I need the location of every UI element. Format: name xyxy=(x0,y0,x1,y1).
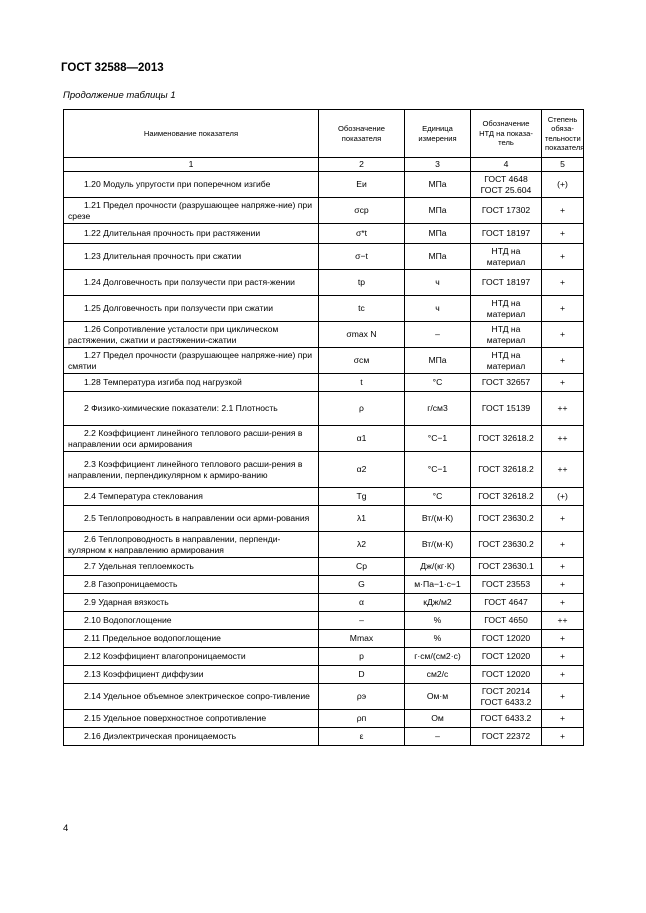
row-name: 2.2 Коэффициент линейного теплового расши-рения в направлении оси армирования xyxy=(64,426,319,452)
row-name: 1.20 Модуль упругости при поперечном изгибе xyxy=(64,172,319,198)
row-degree: + xyxy=(542,374,584,392)
row-ntd: ГОСТ 4648 ГОСТ 25.604 xyxy=(471,172,542,198)
row-ntd: ГОСТ 22372 xyxy=(471,728,542,746)
row-name: 1.26 Сопротивление усталости при циклическом растяжении, сжатии и растяжении-сжатии xyxy=(64,322,319,348)
row-name: 2.3 Коэффициент линейного теплового расши-рения в направлении, перпендикулярном к армиро-ванию xyxy=(64,452,319,488)
row-name: 2.9 Ударная вязкость xyxy=(64,594,319,612)
row-degree: + xyxy=(542,198,584,224)
row-unit: Ом·м xyxy=(405,684,471,710)
row-unit: % xyxy=(405,630,471,648)
row-unit: Вт/(м·К) xyxy=(405,506,471,532)
row-ntd: ГОСТ 32618.2 xyxy=(471,452,542,488)
row-unit: МПа xyxy=(405,224,471,244)
row-name: 1.27 Предел прочности (разрушающее напряже-ние) при смятии xyxy=(64,348,319,374)
row-unit: ч xyxy=(405,296,471,322)
row-symbol: р xyxy=(319,648,405,666)
row-degree: ++ xyxy=(542,452,584,488)
row-name: 2.10 Водопоглощение xyxy=(64,612,319,630)
row-ntd: НТД на материал xyxy=(471,322,542,348)
table-row xyxy=(64,270,584,296)
row-unit: °С xyxy=(405,488,471,506)
table-row xyxy=(64,296,584,322)
row-ntd: НТД на материал xyxy=(471,296,542,322)
table-row xyxy=(64,244,584,270)
row-symbol: Еи xyxy=(319,172,405,198)
row-symbol: λ2 xyxy=(319,532,405,558)
row-symbol: Tg xyxy=(319,488,405,506)
row-degree: ++ xyxy=(542,426,584,452)
column-number: 4 xyxy=(471,158,542,172)
row-symbol: t xyxy=(319,374,405,392)
table-row xyxy=(64,630,584,648)
row-ntd: ГОСТ 12020 xyxy=(471,648,542,666)
row-ntd: ГОСТ 12020 xyxy=(471,630,542,648)
table-row xyxy=(64,648,584,666)
row-symbol: σср xyxy=(319,198,405,224)
row-symbol: G xyxy=(319,576,405,594)
row-unit: Дж/(кг·К) xyxy=(405,558,471,576)
table-row xyxy=(64,374,584,392)
column-header-symbol: Обозначение показателя xyxy=(319,110,405,158)
row-name: 2.5 Теплопроводность в направлении оси арми-рования xyxy=(64,506,319,532)
row-symbol: Cp xyxy=(319,558,405,576)
row-symbol: σ*t xyxy=(319,224,405,244)
row-ntd: ГОСТ 17302 xyxy=(471,198,542,224)
row-symbol: σсм xyxy=(319,348,405,374)
row-symbol: tc xyxy=(319,296,405,322)
row-degree: (+) xyxy=(542,172,584,198)
table-body xyxy=(64,172,584,746)
row-unit: м·Па−1·с−1 xyxy=(405,576,471,594)
row-symbol: α2 xyxy=(319,452,405,488)
table-row xyxy=(64,452,584,488)
row-name: 2.11 Предельное водопоглощение xyxy=(64,630,319,648)
row-symbol: ρ xyxy=(319,392,405,426)
page-number: 4 xyxy=(63,823,69,834)
row-unit: % xyxy=(405,612,471,630)
row-unit: – xyxy=(405,728,471,746)
row-degree: (+) xyxy=(542,488,584,506)
row-symbol: tp xyxy=(319,270,405,296)
row-name: 2.13 Коэффициент диффузии xyxy=(64,666,319,684)
table-row xyxy=(64,172,584,198)
row-symbol: α xyxy=(319,594,405,612)
row-name: 2.8 Газопроницаемость xyxy=(64,576,319,594)
row-unit: °С−1 xyxy=(405,426,471,452)
row-ntd: ГОСТ 32618.2 xyxy=(471,488,542,506)
row-degree: + xyxy=(542,244,584,270)
column-number: 5 xyxy=(542,158,584,172)
row-degree: ++ xyxy=(542,392,584,426)
row-unit: МПа xyxy=(405,198,471,224)
row-symbol: σmax N xyxy=(319,322,405,348)
row-ntd: НТД на материал xyxy=(471,348,542,374)
row-degree: + xyxy=(542,296,584,322)
row-degree: + xyxy=(542,594,584,612)
row-unit: °С−1 xyxy=(405,452,471,488)
row-unit: МПа xyxy=(405,244,471,270)
row-ntd: ГОСТ 18197 xyxy=(471,224,542,244)
table-row xyxy=(64,392,584,426)
row-name: 2.7 Удельная теплоемкость xyxy=(64,558,319,576)
row-symbol: Mmax xyxy=(319,630,405,648)
row-unit: Ом xyxy=(405,710,471,728)
row-name: 2.6 Теплопроводность в направлении, перпенди-кулярном к направлению армирования xyxy=(64,532,319,558)
row-degree: + xyxy=(542,710,584,728)
row-ntd: ГОСТ 15139 xyxy=(471,392,542,426)
table-caption: Продолжение таблицы 1 xyxy=(63,90,176,101)
column-number: 1 xyxy=(64,158,319,172)
row-ntd: ГОСТ 23630.1 xyxy=(471,558,542,576)
row-degree: + xyxy=(542,648,584,666)
table-row xyxy=(64,728,584,746)
row-symbol: λ1 xyxy=(319,506,405,532)
row-symbol: – xyxy=(319,612,405,630)
row-unit: МПа xyxy=(405,348,471,374)
row-ntd: НТД на материал xyxy=(471,244,542,270)
row-name: 1.22 Длительная прочность при растяжении xyxy=(64,224,319,244)
column-number: 2 xyxy=(319,158,405,172)
row-name: 2.14 Удельное объемное электрическое сопро-тивление xyxy=(64,684,319,710)
row-degree: + xyxy=(542,532,584,558)
row-unit: °С xyxy=(405,374,471,392)
row-unit: ч xyxy=(405,270,471,296)
row-ntd: ГОСТ 23630.2 xyxy=(471,532,542,558)
row-unit: г/см3 xyxy=(405,392,471,426)
row-name: 1.24 Долговечность при ползучести при растя-жении xyxy=(64,270,319,296)
row-degree: + xyxy=(542,348,584,374)
table-row xyxy=(64,532,584,558)
table-row xyxy=(64,710,584,728)
row-symbol: ρп xyxy=(319,710,405,728)
row-ntd: ГОСТ 4647 xyxy=(471,594,542,612)
table-row xyxy=(64,594,584,612)
row-name: 2.4 Температура стеклования xyxy=(64,488,319,506)
table-row xyxy=(64,488,584,506)
table-row xyxy=(64,612,584,630)
row-ntd: ГОСТ 23553 xyxy=(471,576,542,594)
row-symbol: α1 xyxy=(319,426,405,452)
row-unit: кДж/м2 xyxy=(405,594,471,612)
row-name: 1.28 Температура изгиба под нагрузкой xyxy=(64,374,319,392)
row-degree: + xyxy=(542,506,584,532)
row-unit: – xyxy=(405,322,471,348)
row-degree: + xyxy=(542,558,584,576)
row-name: 2 Физико-химические показатели: 2.1 Плотность xyxy=(64,392,319,426)
row-ntd: ГОСТ 12020 xyxy=(471,666,542,684)
row-degree: + xyxy=(542,322,584,348)
row-unit: Вт/(м·К) xyxy=(405,532,471,558)
row-degree: ++ xyxy=(542,612,584,630)
column-header-unit: Единица измерения xyxy=(405,110,471,158)
table-row xyxy=(64,576,584,594)
row-ntd: ГОСТ 20214 ГОСТ 6433.2 xyxy=(471,684,542,710)
row-degree: + xyxy=(542,224,584,244)
row-degree: + xyxy=(542,630,584,648)
table-row xyxy=(64,506,584,532)
row-name: 2.16 Диэлектрическая проницаемость xyxy=(64,728,319,746)
row-symbol: σ−t xyxy=(319,244,405,270)
indicators-table xyxy=(63,109,584,746)
row-unit: см2/с xyxy=(405,666,471,684)
row-name: 2.15 Удельное поверхностное сопротивление xyxy=(64,710,319,728)
column-header-ntd: Обозначение НТД на показа-тель xyxy=(471,110,542,158)
row-name: 2.12 Коэффициент влагопроницаемости xyxy=(64,648,319,666)
document-header: ГОСТ 32588—2013 xyxy=(61,62,164,74)
row-degree: + xyxy=(542,576,584,594)
column-header-degree: Степень обяза-тельности показателя xyxy=(542,110,584,158)
row-name: 1.25 Долговечность при ползучести при сжатии xyxy=(64,296,319,322)
table-row xyxy=(64,426,584,452)
row-ntd: ГОСТ 32657 xyxy=(471,374,542,392)
row-symbol: D xyxy=(319,666,405,684)
row-degree: + xyxy=(542,728,584,746)
table-row xyxy=(64,348,584,374)
row-ntd: ГОСТ 18197 xyxy=(471,270,542,296)
row-ntd: ГОСТ 32618.2 xyxy=(471,426,542,452)
table-row xyxy=(64,684,584,710)
table-row xyxy=(64,558,584,576)
table-row xyxy=(64,198,584,224)
row-ntd: ГОСТ 23630.2 xyxy=(471,506,542,532)
table-row xyxy=(64,322,584,348)
row-degree: + xyxy=(542,270,584,296)
row-symbol: ε xyxy=(319,728,405,746)
row-ntd: ГОСТ 4650 xyxy=(471,612,542,630)
row-degree: + xyxy=(542,684,584,710)
row-ntd: ГОСТ 6433.2 xyxy=(471,710,542,728)
table-row xyxy=(64,666,584,684)
row-unit: МПа xyxy=(405,172,471,198)
column-number: 3 xyxy=(405,158,471,172)
column-header-name: Наименование показателя xyxy=(64,110,319,158)
row-name: 1.21 Предел прочности (разрушающее напряже-ние) при срезе xyxy=(64,198,319,224)
row-name: 1.23 Длительная прочность при сжатии xyxy=(64,244,319,270)
row-symbol: ρэ xyxy=(319,684,405,710)
table-row xyxy=(64,224,584,244)
row-unit: г·см/(см2·с) xyxy=(405,648,471,666)
row-degree: + xyxy=(542,666,584,684)
